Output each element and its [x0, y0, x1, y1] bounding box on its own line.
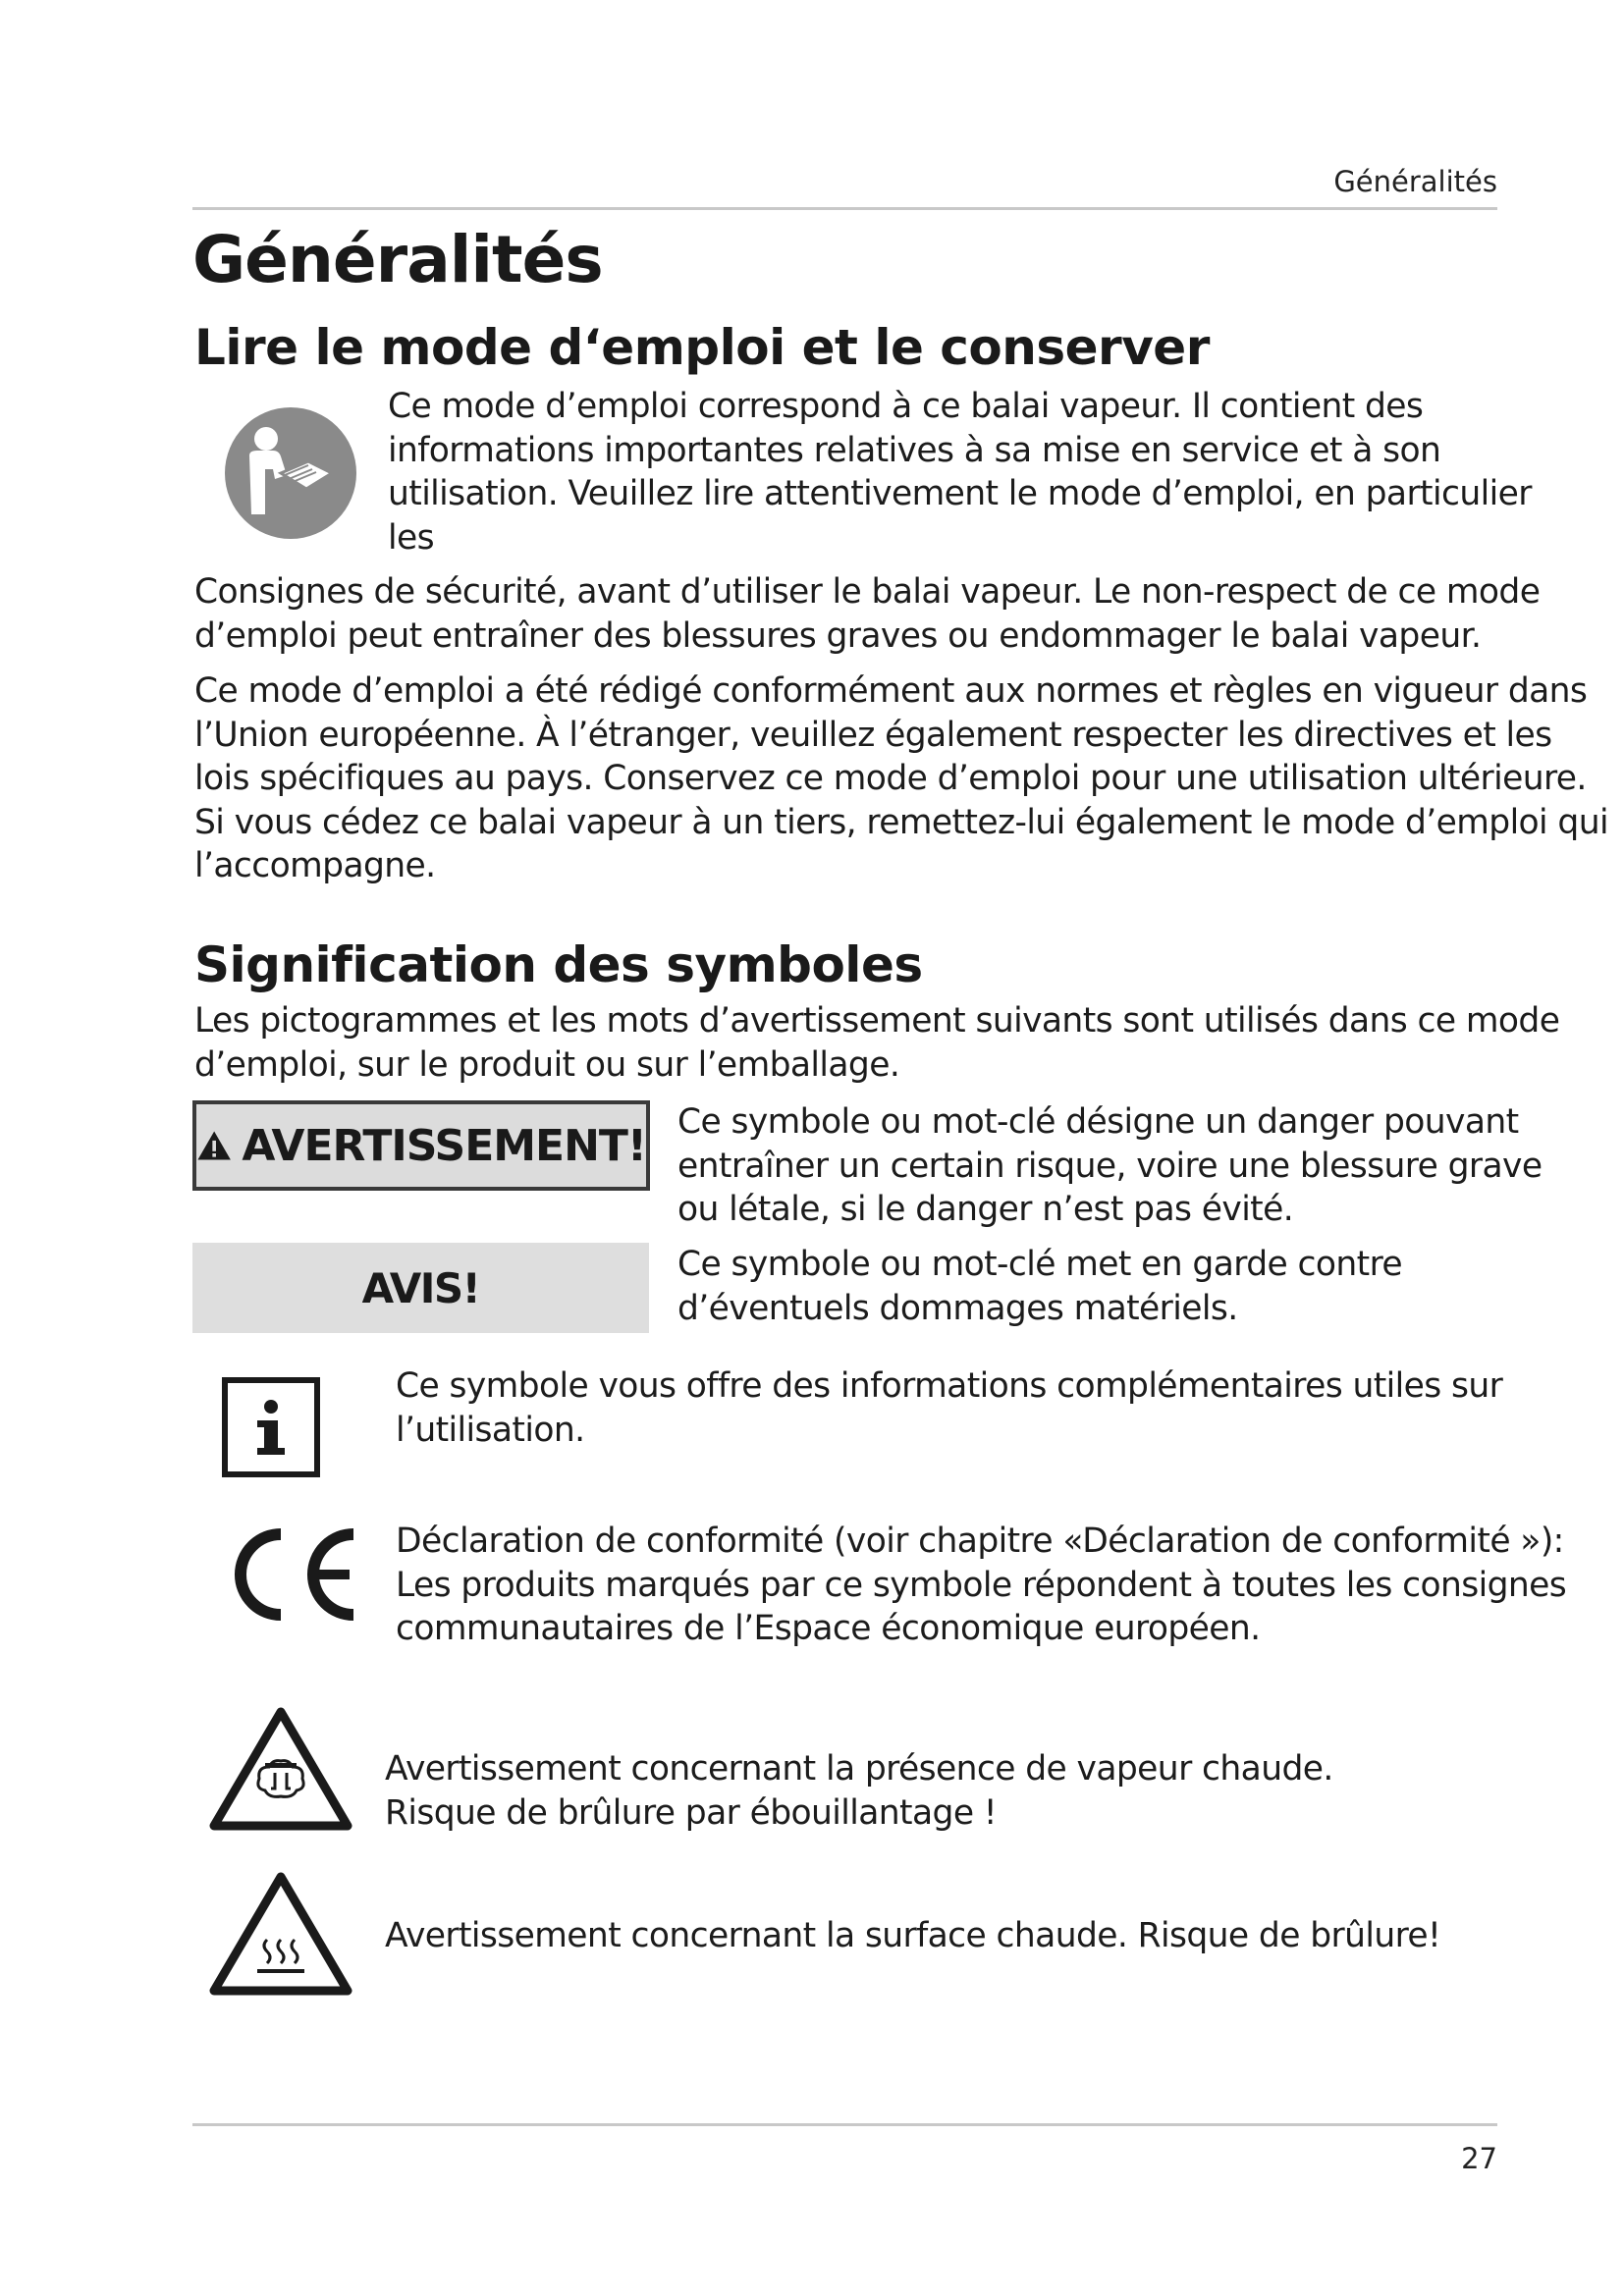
text-line: d’emploi, sur le produit ou sur l’emballage.	[194, 1044, 900, 1085]
info-description	[396, 1364, 1502, 1452]
text-line: ou létale, si le danger n’est pas évité.	[677, 1190, 1294, 1229]
notice-label: AVIS!	[361, 1263, 480, 1312]
header-rule	[192, 207, 1497, 210]
text-line: Ce symbole vous offre des informations complémentaires utiles sur	[396, 1366, 1503, 1406]
hot-surface-warning-icon	[208, 1871, 353, 1999]
read-manual-icon	[222, 404, 359, 542]
read-manual-paragraph-2	[194, 669, 1608, 888]
text-line: entraîner un certain risque, voire une blessure grave	[677, 1146, 1543, 1186]
text-line: d’emploi peut entraîner des blessures graves ou endommager le balai vapeur.	[194, 615, 1482, 656]
text-line: informations importantes relatives à sa mise en service et à son	[388, 430, 1441, 470]
text-line: Les pictogrammes et les mots d’avertissement suivants sont utilisés dans ce mode	[194, 1001, 1560, 1041]
text-line: l’accompagne.	[194, 846, 436, 885]
text-line: Ce mode d’emploi a été rédigé conformément aux normes et règles en vigueur dans	[194, 671, 1588, 711]
text-line: Consignes de sécurité, avant d’utiliser le balai vapeur. Le non-respect de ce mode	[194, 572, 1541, 612]
text-line: l’Union européenne. À l’étranger, veuillez également respecter les directives et les	[194, 715, 1552, 755]
page-number: 27	[1461, 2142, 1497, 2175]
hot-steam-warning-icon	[208, 1706, 353, 1834]
read-manual-paragraph-1	[194, 570, 1540, 658]
text-line: l’utilisation.	[396, 1410, 585, 1450]
hot-steam-description	[385, 1747, 1333, 1835]
notice-label-box	[192, 1243, 649, 1333]
section-heading-read-manual: Lire le mode d‘emploi et le conserver	[194, 319, 1210, 376]
read-manual-intro	[388, 385, 1532, 560]
notice-description	[677, 1243, 1402, 1330]
footer-rule	[192, 2123, 1497, 2126]
text-line: Avertissement concernant la surface chaude. Risque de brûlure!	[385, 1916, 1441, 1955]
warning-label: AVERTISSEMENT!	[242, 1120, 646, 1171]
ce-mark-icon	[224, 1526, 359, 1623]
warning-description	[677, 1100, 1542, 1232]
warning-label-box	[192, 1100, 650, 1191]
text-line: les	[388, 517, 434, 558]
ce-description	[396, 1520, 1566, 1651]
symbols-intro	[194, 999, 1559, 1087]
text-line: communautaires de l’Espace économique européen.	[396, 1609, 1261, 1648]
text-line: d’éventuels dommages matériels.	[677, 1288, 1238, 1328]
text-line: Déclaration de conformité (voir chapitre «Déclaration de conformité »):	[396, 1522, 1564, 1561]
hot-surface-description	[385, 1914, 1440, 1958]
text-line: lois spécifiques au pays. Conservez ce mode d’emploi pour une utilisation ultérieure.	[194, 759, 1587, 798]
info-icon	[222, 1377, 320, 1477]
page-title: Généralités	[192, 222, 603, 297]
section-heading-symbols: Signification des symboles	[194, 936, 923, 993]
text-line: Ce symbole ou mot-clé met en garde contre	[677, 1245, 1403, 1284]
warning-triangle-icon	[196, 1124, 232, 1167]
text-line: Ce mode d’emploi correspond à ce balai vapeur. Il contient des	[388, 387, 1424, 426]
text-line: Si vous cédez ce balai vapeur à un tiers, remettez-lui également le mode d’emploi qui	[194, 802, 1608, 842]
text-line: Ce symbole ou mot-clé désigne un danger pouvant	[677, 1102, 1519, 1142]
text-line: utilisation. Veuillez lire attentivement le mode d’emploi, en particulier	[388, 474, 1532, 513]
text-line: Risque de brûlure par ébouillantage !	[385, 1792, 998, 1833]
running-header: Généralités	[1333, 165, 1497, 198]
text-line: Avertissement concernant la présence de vapeur chaude.	[385, 1749, 1333, 1789]
text-line: Les produits marqués par ce symbole répondent à toutes les consignes	[396, 1565, 1567, 1605]
